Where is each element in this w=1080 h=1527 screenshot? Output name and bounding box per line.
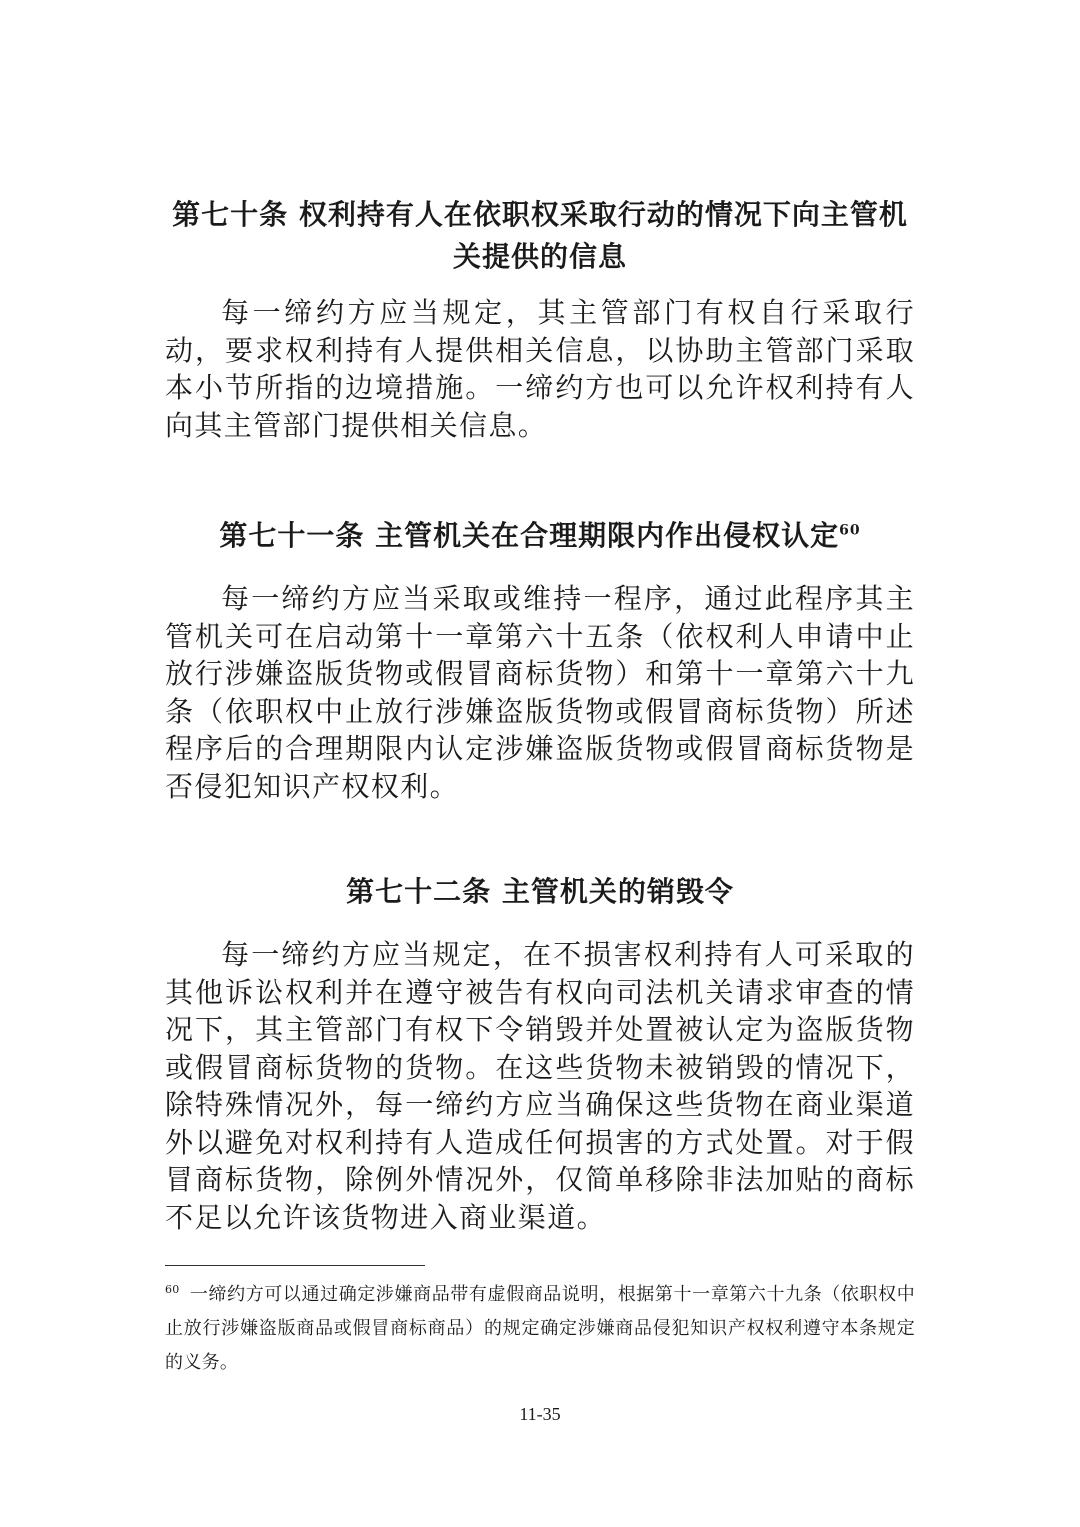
article-72-heading: 第七十二条 主管机关的销毁令 bbox=[346, 875, 734, 908]
footnote-divider bbox=[165, 1265, 425, 1266]
footnote-mark: 60 bbox=[165, 1283, 180, 1296]
article-70-body: 每一缔约方应当规定，其主管部门有权自行采取行动，要求权利持有人提供相关信息，以协助主管部门采取本小节所指的边境措施。一缔约方也可以允许权利持有人向其主管部门提供相关信息。 bbox=[165, 296, 915, 442]
page-number: 11-35 bbox=[519, 1404, 561, 1424]
article-71-heading-text: 第七十一条 主管机关在合理期限内作出侵权认定 bbox=[219, 519, 840, 552]
article-71-heading bbox=[165, 515, 915, 557]
article-70-heading: 第七十条 权利持有人在依职权采取行动的情况下向主管机关提供的信息 bbox=[172, 198, 908, 273]
footnote-reference[interactable]: 60 bbox=[839, 522, 861, 539]
article-72-body: 每一缔约方应当规定，在不损害权利持有人可采取的其他诉讼权利并在遵守被告有权向司法机关请求审查的情况下，其主管部门有权下令销毁并处置被认定为盗版货物或假冒商标货物的货物。在这些货物未被销毁的情况下，除特殊情况外，每一缔约方应当确保这些货物在商业渠道外以避免对权利持有人造成任何损害的方式处置。对于假冒商标货物，除例外情况外，仅简单移除非法加贴的商标不足以允许该货物进入商业渠道。 bbox=[165, 938, 915, 1234]
footnote bbox=[165, 1278, 915, 1380]
footnote-text: 一缔约方可以通过确定涉嫌商品带有虚假商品说明，根据第十一章第六十九条（依职权中止放行涉嫌盗版商品或假冒商标商品）的规定确定涉嫌商品侵犯知识产权权利遵守本条规定的义务。 bbox=[165, 1284, 915, 1373]
article-71-body: 每一缔约方应当采取或维持一程序，通过此程序其主管机关可在启动第十一章第六十五条（依权利人申请中止放行涉嫌盗版货物或假冒商标货物）和第十一章第六十九条（依职权中止放行涉嫌盗版货物或假冒商标货物）所述程序后的合理期限内认定涉嫌盗版货物或假冒商标货物是否侵犯知识产权权利。 bbox=[165, 582, 915, 803]
